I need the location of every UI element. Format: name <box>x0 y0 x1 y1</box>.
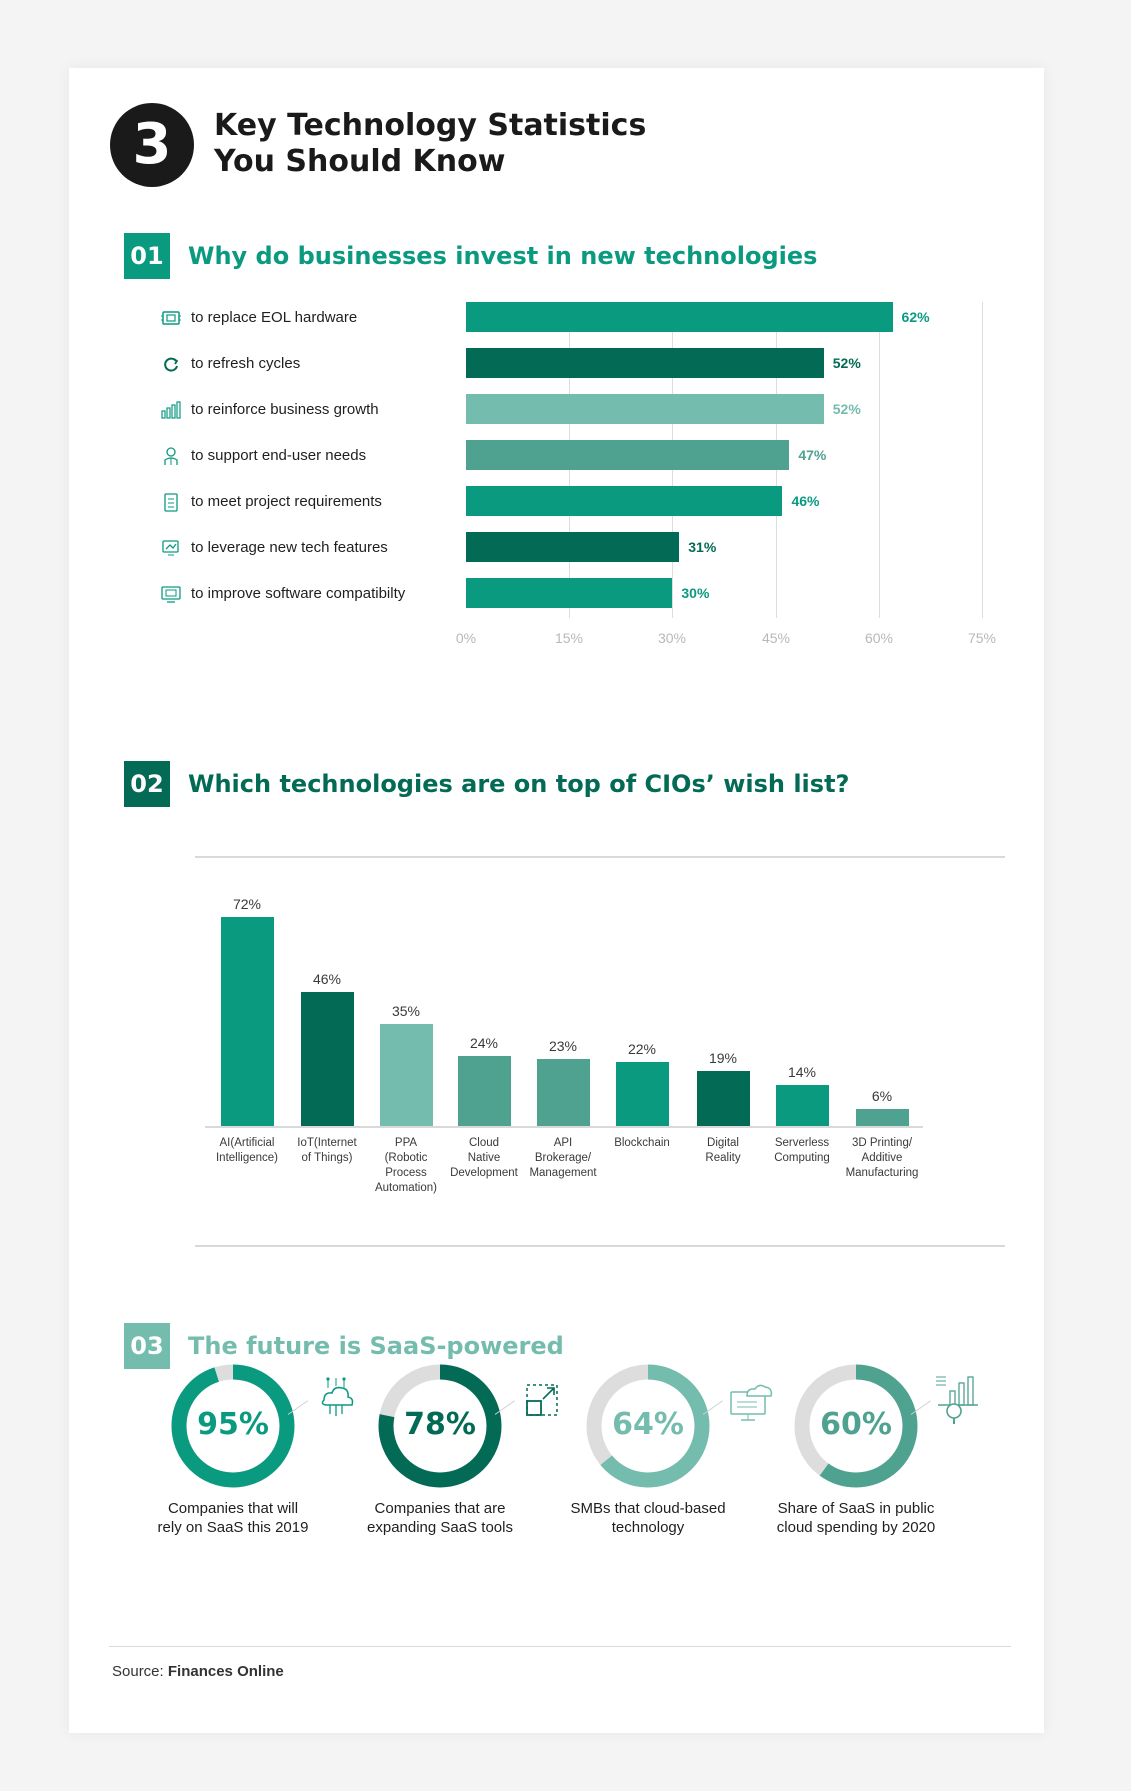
bar-value-label: 14% <box>787 1064 817 1081</box>
bar-value-label: 24% <box>469 1035 499 1052</box>
section-1-title: Why do businesses invest in new technologies <box>188 242 818 270</box>
donut-caption-line: Companies that will <box>167 1500 299 1517</box>
bar-value-label: 46% <box>791 493 820 509</box>
category-label-line: Digital <box>707 1137 739 1149</box>
source-prefix: Source: <box>112 1663 168 1680</box>
category-label: to reinforce business growth <box>191 401 379 418</box>
bar-value-label: 62% <box>901 309 930 325</box>
category-label: to refresh cycles <box>191 355 301 372</box>
donut-percent-label: 78% <box>404 1407 476 1442</box>
category-label-line: Computing <box>774 1152 830 1164</box>
bar-value-label: 23% <box>548 1038 578 1055</box>
category-label-line: Brokerage/ <box>534 1152 592 1164</box>
donut-caption-line: technology <box>611 1519 685 1536</box>
x-tick-label: 0% <box>455 630 477 646</box>
category-label: to leverage new tech features <box>191 539 388 556</box>
category-label-line: PPA <box>394 1137 418 1149</box>
bar-value-label: 31% <box>688 539 717 555</box>
title-line-2: You Should Know <box>214 144 506 179</box>
category-label-line: Reality <box>705 1152 741 1164</box>
donut-caption <box>538 1499 758 1537</box>
category-label-line: Serverless <box>774 1137 830 1149</box>
donut-caption-line: Share of SaaS in public <box>777 1500 935 1517</box>
category-label: to support end-user needs <box>191 447 367 464</box>
donut-caption-line: Companies that are <box>374 1500 506 1517</box>
category-label: to improve software compatibilty <box>191 585 406 602</box>
category-label-line: Native <box>467 1152 501 1164</box>
chart-magnifier-icon <box>934 1373 982 1430</box>
bar-value-label: 30% <box>681 585 710 601</box>
category-label-line: Automation) <box>374 1182 437 1194</box>
category-label-line: IoT(Internet <box>297 1137 357 1149</box>
category-label-line: Process <box>385 1167 427 1179</box>
source-name: Finances Online <box>167 1663 284 1680</box>
category-label-line: Cloud <box>468 1137 500 1149</box>
category-label-line: 3D Printing/ <box>851 1137 913 1149</box>
x-tick-label: 30% <box>657 630 687 646</box>
bar-value-label: 35% <box>391 1003 421 1020</box>
source-line <box>112 1663 284 1680</box>
donut-caption-line: rely on SaaS this 2019 <box>157 1519 309 1536</box>
category-label-line: (Robotic <box>384 1152 428 1164</box>
section-1-badge: 01 <box>124 233 170 279</box>
category-label-line: Intelligence) <box>215 1152 278 1164</box>
donut-caption-line: SMBs that cloud-based <box>570 1500 726 1517</box>
category-label: to replace EOL hardware <box>191 309 358 326</box>
section-2-title: Which technologies are on top of CIOs’ wish list? <box>188 770 850 798</box>
donut-percent-label: 60% <box>820 1407 892 1442</box>
donut-percent-label: 95% <box>197 1407 269 1442</box>
section-2-badge: 02 <box>124 761 170 807</box>
bar-value-label: 72% <box>232 896 262 912</box>
bar-value-label: 52% <box>832 401 861 417</box>
bar-value-label: 22% <box>627 1041 657 1058</box>
category-label: to meet project requirements <box>191 493 382 510</box>
category-label-line: Development <box>450 1167 518 1179</box>
section-3-badge: 03 <box>124 1323 170 1369</box>
x-tick-label: 75% <box>967 630 997 646</box>
bar-value-label: 47% <box>798 447 827 463</box>
bar-value-label: 52% <box>832 355 861 371</box>
category-label-line: Additive <box>861 1152 903 1164</box>
cloud-monitor-icon <box>727 1378 775 1431</box>
category-label-line: Management <box>529 1167 597 1179</box>
donut-caption-line: expanding SaaS tools <box>367 1519 513 1536</box>
category-label-line: Blockchain <box>614 1137 670 1149</box>
x-tick-label: 45% <box>761 630 791 646</box>
cloud-circuit-icon <box>314 1376 358 1425</box>
category-label-line: of Things) <box>301 1152 353 1164</box>
category-label-line: Manufacturing <box>845 1167 919 1179</box>
donut-caption <box>330 1499 550 1537</box>
bar-value-label: 46% <box>312 971 342 988</box>
donut-percent-label: 64% <box>612 1407 684 1442</box>
section-3-title: The future is SaaS-powered <box>188 1332 564 1360</box>
header-number-badge: 3 <box>110 103 194 187</box>
title-line-1: Key Technology Statistics <box>214 108 647 143</box>
donut-caption <box>123 1499 343 1537</box>
bar-value-label: 19% <box>708 1049 738 1066</box>
donut-caption <box>746 1499 966 1537</box>
bar-value-label: 6% <box>871 1087 893 1104</box>
x-tick-label: 15% <box>554 630 584 646</box>
category-label-line: API <box>553 1137 573 1149</box>
category-label-line: AI(Artificial <box>219 1137 275 1149</box>
x-tick-label: 60% <box>864 630 894 646</box>
donut-caption-line: cloud spending by 2020 <box>776 1519 936 1536</box>
footer-divider <box>109 1646 1011 1647</box>
expand-icon <box>521 1379 565 1428</box>
